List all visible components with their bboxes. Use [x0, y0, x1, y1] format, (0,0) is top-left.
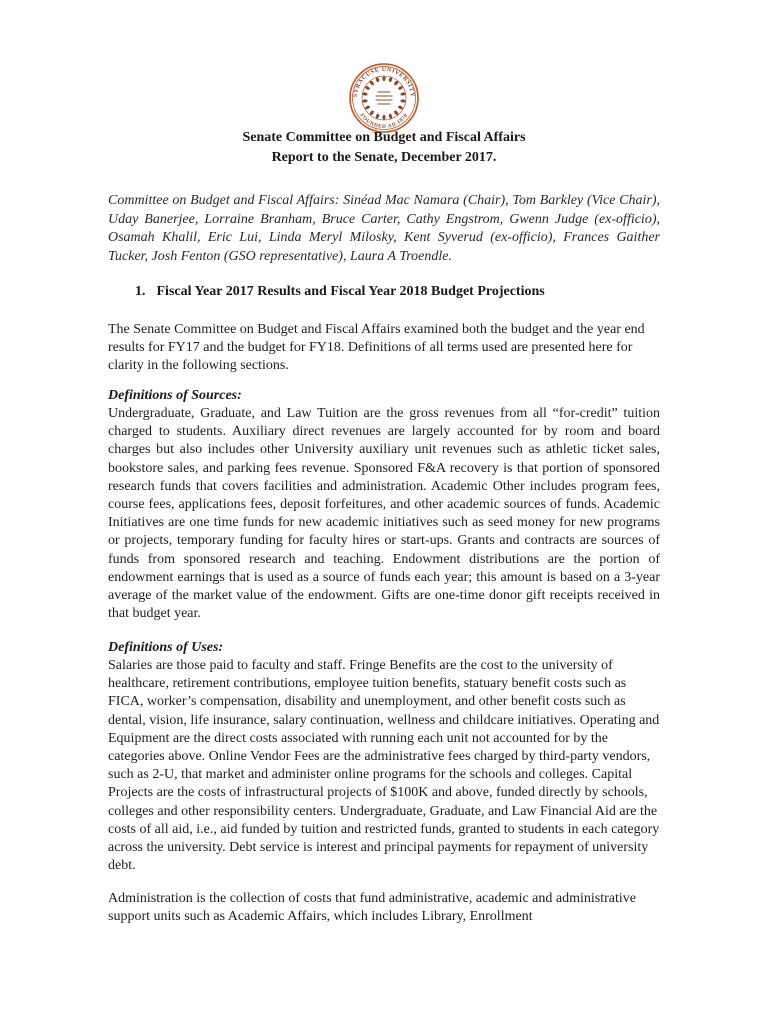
section-number: 1.	[135, 284, 146, 299]
svg-text:FOUNDED AD 1870: FOUNDED AD 1870	[358, 112, 410, 131]
uses-heading: Definitions of Uses:	[108, 640, 224, 655]
sources-heading: Definitions of Sources:	[108, 388, 242, 403]
intro-paragraph: The Senate Committee on Budget and Fiscal Affairs examined both the budget and the year end results for FY17 and the budget for FY18. Definitions of all terms used are presented here for clarity in the following sections.	[108, 322, 645, 374]
report-subtitle: Report to the Senate, December 2017.	[271, 150, 497, 165]
sources-paragraph: Undergraduate, Graduate, and Law Tuition are the gross revenues from all “for-credit” tuition charged to students. Auxiliary direct revenues are largely accounted for by room and board charges but also includes other University auxiliary unit revenues such as athletic ticket sales, bookstore sales, and parking fees revenue. Sponsored F&A recovery is that portion of sponsored research funds that covers facilities and administration. Academic Other includes program fees, course fees, applications fees, deposit forfeitures, and other academic sources of funds. Academic Initiatives are one time funds for new academic initiatives such as seed money for new programs or projects, temporary funding for faculty hires or start-ups. Grants and contracts are sources of funds from sponsored research and teaching. Endowment distributions are the portion of endowment earnings that is used as a source of funds each year; this amount is based on a 3-year average of the market value of the endowment. Gifts are one-time donor gift receipts received in that budget year.	[108, 406, 660, 622]
section-title: Fiscal Year 2017 Results and Fiscal Year 2018 Budget Projections	[156, 284, 545, 299]
university-seal-logo	[348, 62, 420, 134]
uses-paragraph: Salaries are those paid to faculty and staff. Fringe Benefits are the cost to the university of healthcare, retirement contributions, employee tuition benefits, statuary benefit costs such as FICA, worker’s compensation, disability and unemployment, and other benefit costs such as dental, vision, life insurance, salary continuation, wellness and childcare initiatives. Operating and Equipment are the direct costs associated with running each unit not accounted for by the categories above. Online Vendor Fees are the administrative fees charged by third-party vendors, such as 2-U, that market and administer online programs for the schools and colleges. Capital Projects are the costs of infrastructural projects of $100K and above, funded directly by schools, colleges and other responsibility centers. Undergraduate, Graduate, and Law Financial Aid are the costs of all aid, i.e., aid funded by tuition and restricted funds, granted to students in each category across the university. Debt service is interest and principal payments for repayment of university debt.	[108, 658, 660, 874]
administration-paragraph: Administration is the collection of costs that fund administrative, academic and administrative support units such as Academic Affairs, which includes Library, Enrollment	[108, 891, 636, 925]
section-1-heading	[135, 283, 660, 301]
seal-icon	[348, 62, 420, 134]
report-title: Senate Committee on Budget and Fiscal Affairs	[242, 130, 526, 145]
svg-text:SYRACUSE UNIVERSITY: SYRACUSE UNIVERSITY	[352, 66, 416, 98]
committee-members-paragraph: Committee on Budget and Fiscal Affairs: Sinéad Mac Namara (Chair), Tom Barkley (Vice Chair), Uday Banerjee, Lorraine Branham, Bruce Carter, Cathy Engstrom, Gwenn Judge (ex-officio), Osamah Khalil, Eric Lui, Linda Meryl Milosky, Kent Syverud (ex-officio), Frances Gaither Tucker, Josh Fenton (GSO representative), Laura A Troendle.	[108, 193, 660, 264]
